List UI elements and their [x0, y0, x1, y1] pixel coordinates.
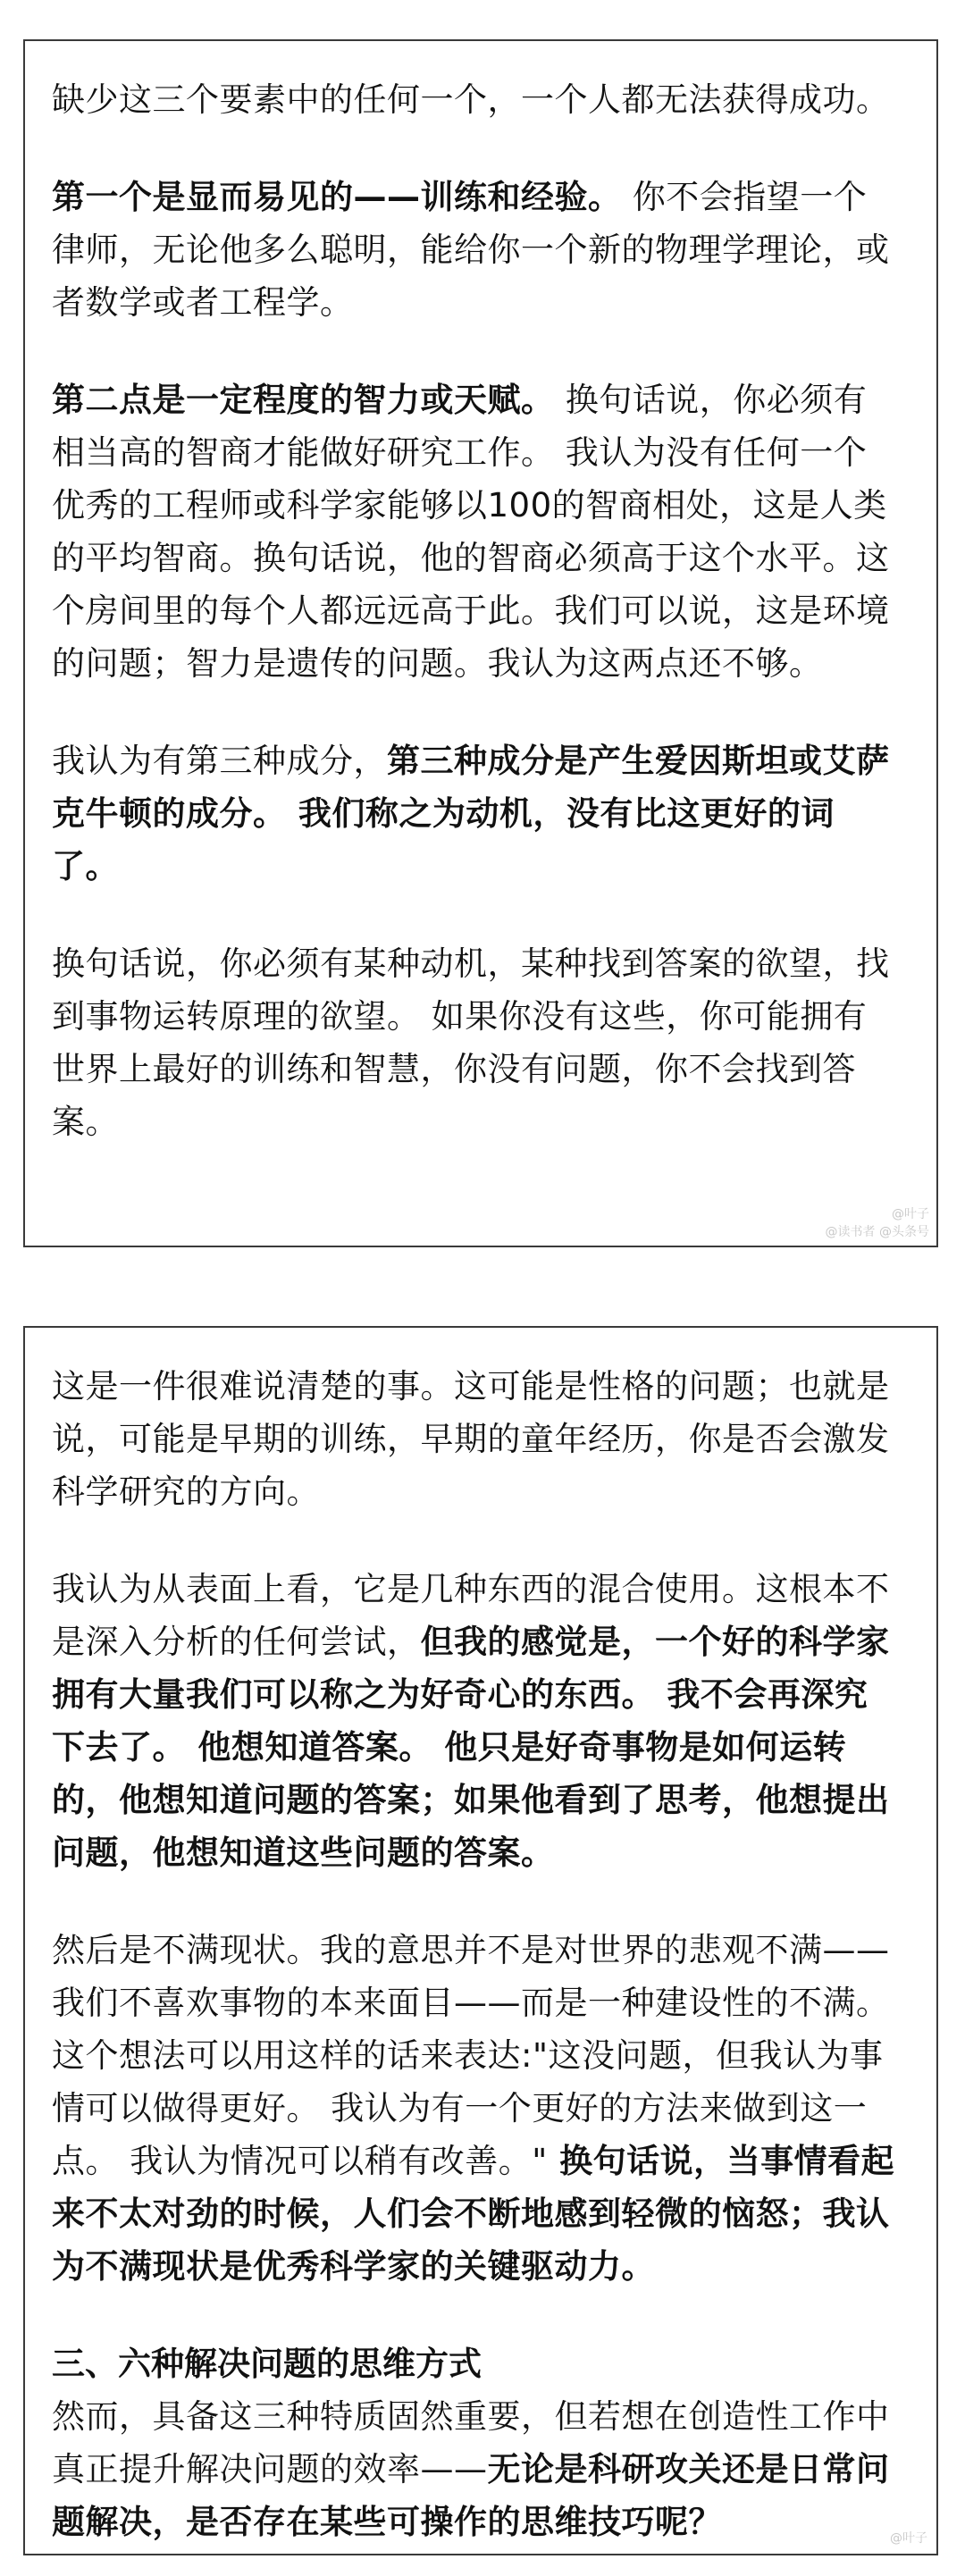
text-card-1: [23, 39, 938, 1247]
paragraph-text: 缺少这三个要素中的任何一个，一个人都无法获得成功。: [52, 80, 890, 119]
watermark: @叶子: [892, 1207, 929, 1221]
paragraph-4: [52, 734, 899, 893]
paragraph-2: [52, 171, 899, 329]
watermark: @读书者 @头条号: [825, 1225, 929, 1239]
paragraph-text: 我认为有第三种成分，: [52, 742, 387, 780]
paragraph-3: [52, 1924, 899, 2293]
bold-text: 换句话说，当事情看起来不太对劲的时候，人们会不断地感到轻微的恼怒；我认为不满现状是优秀科学家的关键驱动力。: [52, 2142, 895, 2286]
text-card-2: [23, 1326, 938, 2555]
section-heading: 三、六种解决问题的思维方式: [52, 2345, 482, 2383]
bold-text: 第二点是一定程度的智力或天赋。: [52, 381, 555, 419]
paragraph-text: 换句话说，你必须有某种动机，某种找到答案的欲望，找到事物运转原理的欲望。 如果你没有这些，你可能拥有世界上最好的训练和智慧，你没有问题，你不会找到答案。: [52, 944, 890, 1141]
paragraph-text: 然后是不满现状。我的意思并不是对世界的悲观不满——我们不喜欢事物的本来面目——而是一种建设性的不满。这个想法可以用这样的话来表达:"这没问题，但我认为事情可以做得更好。 我认为有一个更好的方法来做到这一点。 我认为情况可以稍有改善。": [52, 1931, 890, 2180]
paragraph-text: 这是一件很难说清楚的事。这可能是性格的问题；也就是说，可能是早期的训练，早期的童年经历，你是否会激发科学研究的方向。: [52, 1367, 890, 1511]
paragraph-5: [52, 937, 899, 1148]
bold-text: 无论是科研攻关还是日常问题解决，是否存在某些可操作的思维技巧呢？: [52, 2450, 890, 2541]
paragraph-4: [52, 2390, 899, 2548]
watermark: @叶子: [890, 2531, 927, 2546]
paragraph-text: 然而，具备这三种特质固然重要，但若想在创造性工作中真正提升解决问题的效率——: [52, 2397, 890, 2488]
paragraph-1: [52, 73, 899, 126]
paragraph-3: [52, 373, 899, 690]
paragraph-text: 你不会指望一个律师，无论他多么聪明，能给你一个新的物理学理论，或者数学或者工程学。: [52, 178, 890, 322]
bold-text: 第一个是显而易见的——训练和经验。: [52, 178, 622, 216]
bold-text: 但我的感觉是，一个好的科学家拥有大量我们可以称之为好奇心的东西。 我不会再深究下去了。 他想知道答案。 他只是好奇事物是如何运转的，他想知道问题的答案；如果他看到了思考，他想提出问题，他想知道这些问题的答案。: [52, 1623, 890, 1872]
paragraph-2: [52, 1563, 899, 1879]
paragraph-1: [52, 1360, 899, 1518]
bold-text: 第三种成分是产生爱因斯坦或艾萨克牛顿的成分。 我们称之为动机，没有比这更好的词了。: [52, 742, 890, 885]
paragraph-text: 我认为从表面上看，它是几种东西的混合使用。这根本不是深入分析的任何尝试，: [52, 1570, 890, 1661]
paragraph-text: 换句话说，你必须有相当高的智商才能做好研究工作。 我认为没有任何一个优秀的工程师或科学家能够以100的智商相处，这是人类的平均智商。换句话说，他的智商必须高于这个水平。这个房间里的每个人都远远高于此。我们可以说，这是环境的问题；智力是遗传的问题。我认为这两点还不够。: [52, 381, 890, 683]
